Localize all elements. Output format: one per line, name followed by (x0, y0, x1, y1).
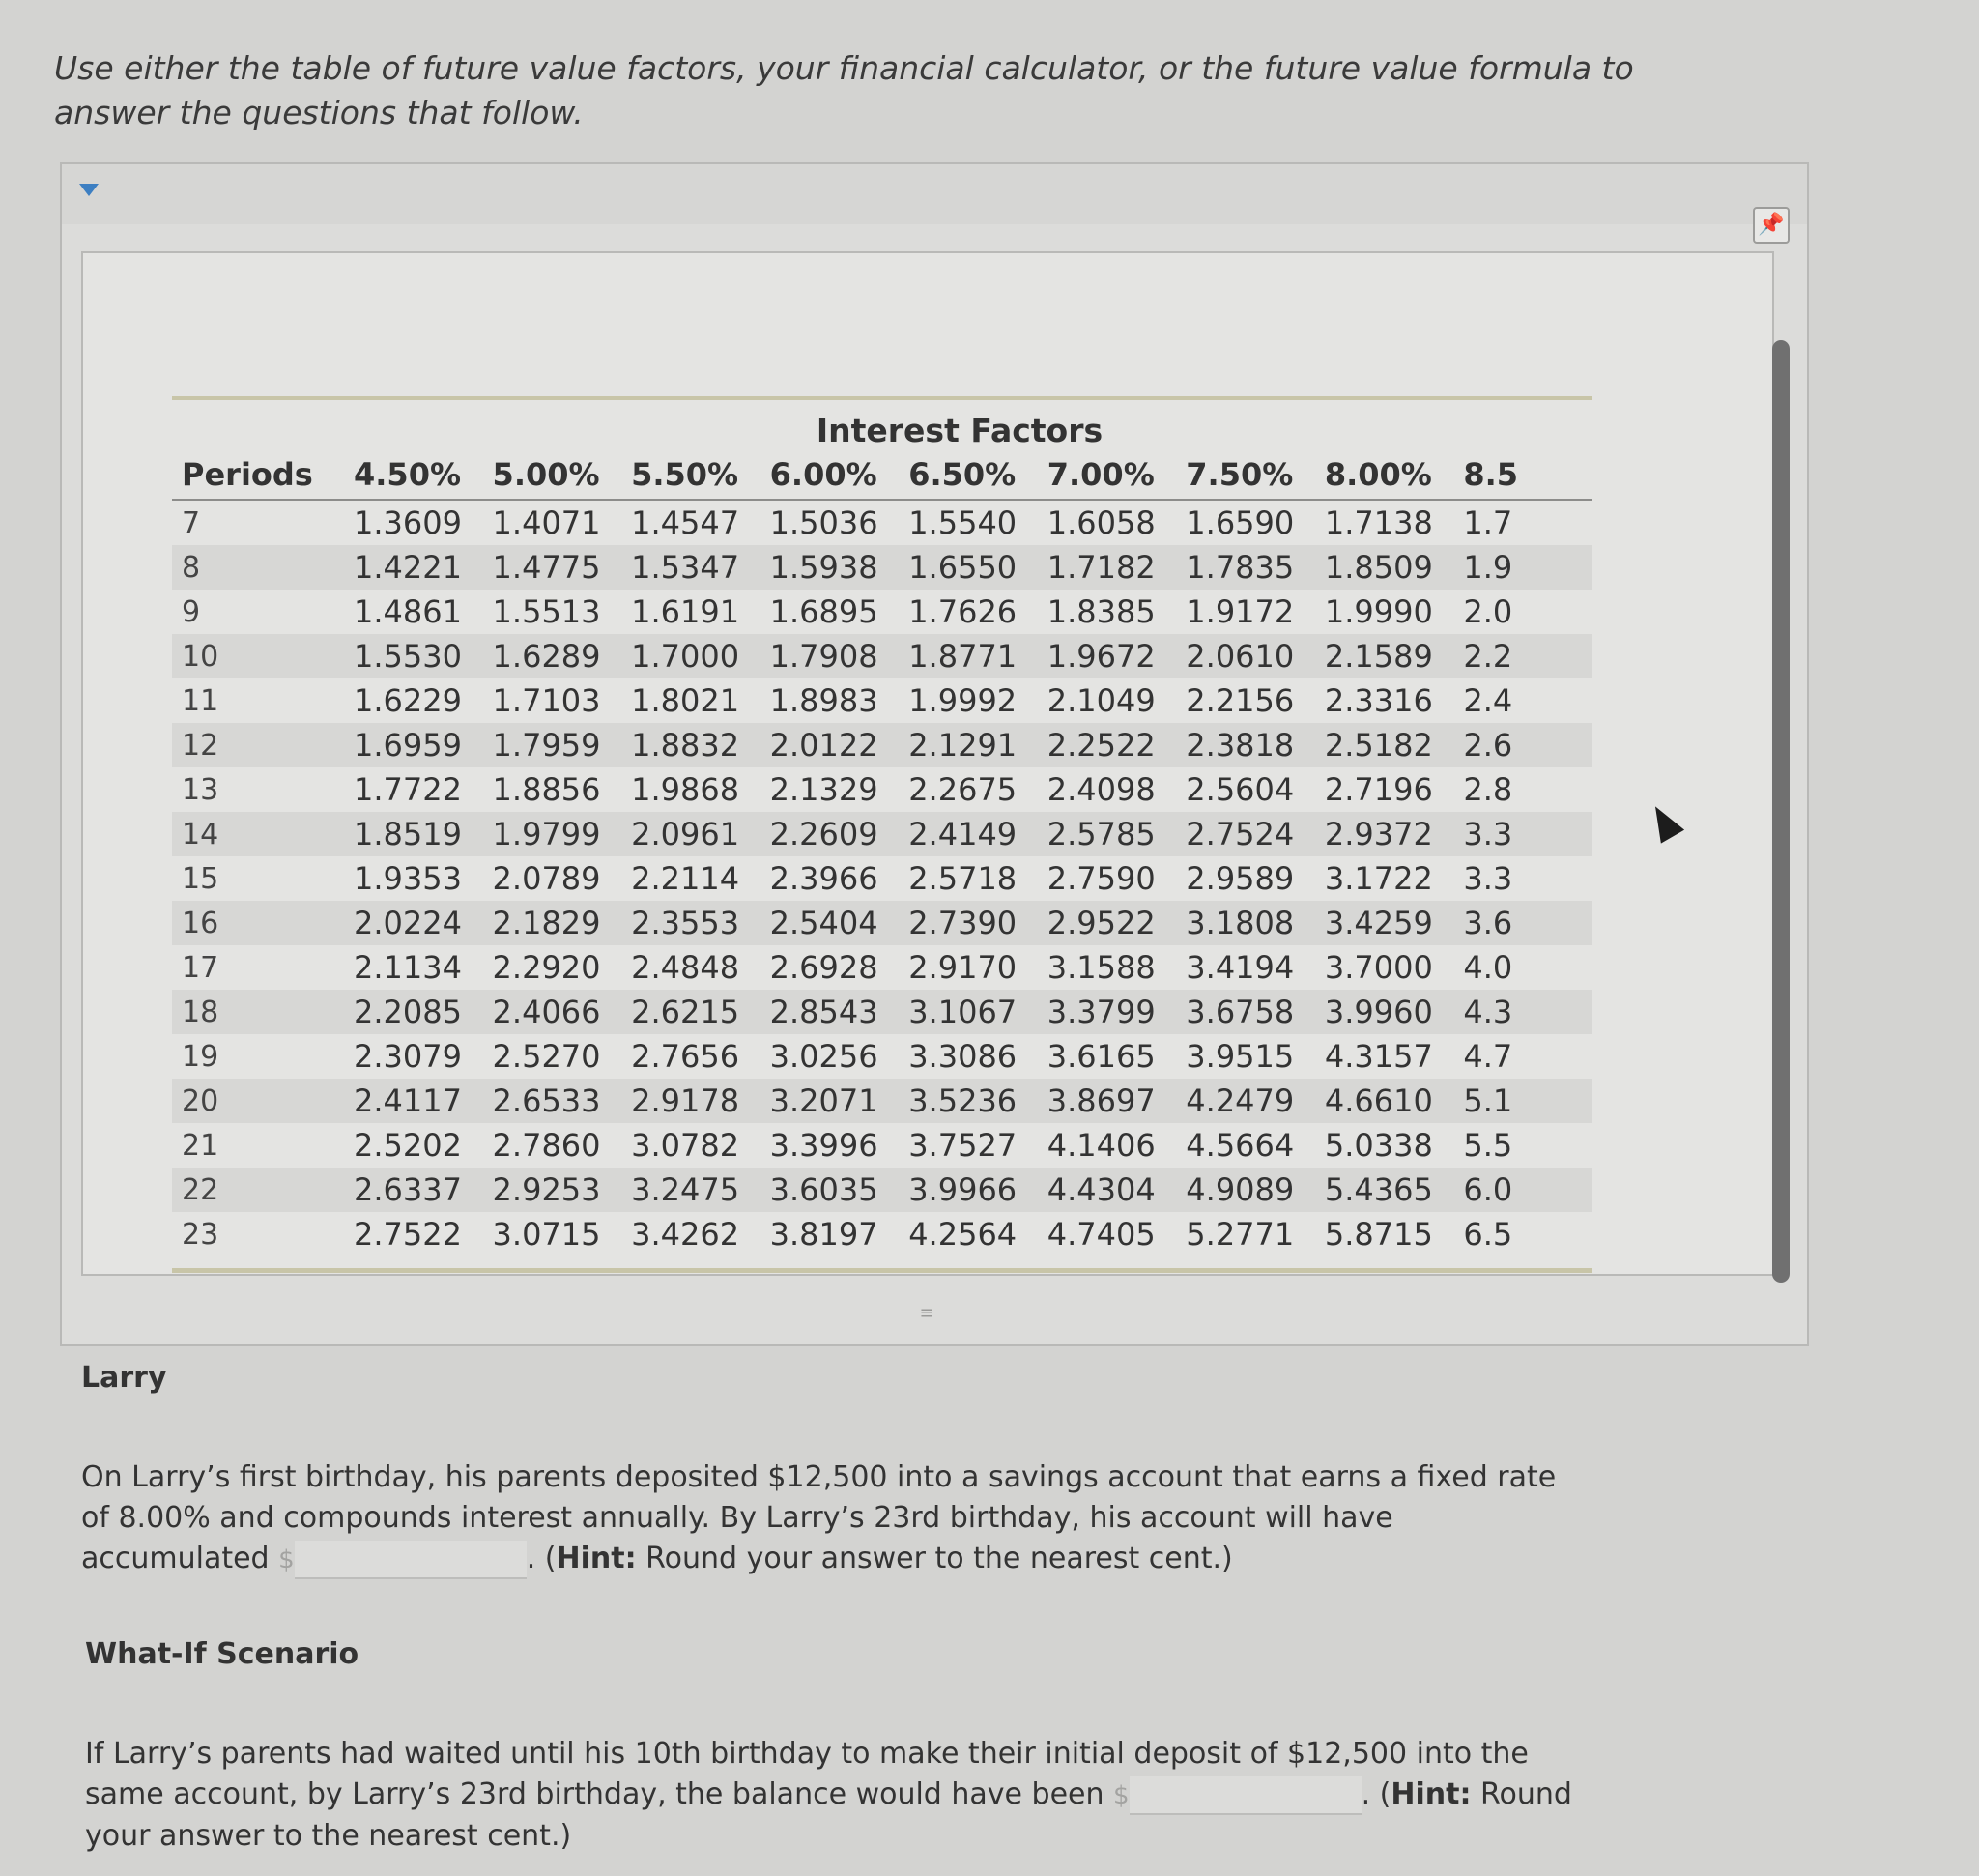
periods-column-header: Periods (172, 450, 344, 500)
factor-cell: 4.2479 (1186, 1082, 1295, 1119)
factor-cell: 1.8385 (1047, 593, 1156, 630)
triangle-down-icon[interactable] (79, 184, 99, 196)
factor-cell: 2.9589 (1186, 860, 1295, 897)
factor-cell: 1.7138 (1324, 505, 1433, 541)
factor-cell: 1.7626 (908, 593, 1018, 630)
rate-column-header: 8.5 (1453, 450, 1592, 500)
table-row (172, 1212, 1592, 1256)
factor-cell: 4.3 (1463, 994, 1513, 1030)
table-row (172, 1034, 1592, 1079)
factor-cell: 3.4194 (1186, 949, 1295, 986)
rate-column-header: 8.00% (1315, 450, 1454, 500)
factor-cell: 2.2609 (769, 816, 878, 852)
period-cell: 14 (182, 817, 219, 851)
factor-cell: 2.2 (1463, 638, 1513, 675)
factor-cell: 2.9178 (631, 1082, 740, 1119)
factor-cell: 3.1067 (908, 994, 1018, 1030)
factor-cell: 5.0338 (1324, 1127, 1433, 1164)
factor-cell: 2.7590 (1047, 860, 1156, 897)
factor-cell: 2.2920 (492, 949, 601, 986)
factor-cell: 3.3086 (908, 1038, 1018, 1075)
period-cell: 12 (182, 728, 219, 763)
factor-cell: 1.8856 (492, 771, 601, 808)
larry-question (81, 1458, 1569, 1580)
period-cell: 8 (182, 550, 201, 585)
pin-icon[interactable]: 📌 (1753, 207, 1790, 244)
factor-cell: 2.0224 (354, 905, 462, 941)
factor-cell: 1.4547 (631, 505, 740, 541)
period-cell: 11 (182, 683, 219, 718)
factor-cell: 3.2475 (631, 1171, 740, 1208)
factor-cell: 1.6191 (631, 593, 740, 630)
rate-column-header: 4.50% (344, 450, 483, 500)
whatif-question (85, 1734, 1573, 1857)
factor-cell: 1.5530 (354, 638, 462, 675)
table-row (172, 1123, 1592, 1168)
factor-cell: 1.5938 (769, 549, 878, 586)
factor-cell: 1.9172 (1186, 593, 1295, 630)
factor-cell: 1.7722 (354, 771, 462, 808)
factor-cell: 1.6229 (354, 682, 462, 719)
factor-cell: 2.1049 (1047, 682, 1156, 719)
factor-cell: 4.7 (1463, 1038, 1513, 1075)
factor-cell: 2.7860 (492, 1127, 601, 1164)
larry-heading: Larry (81, 1361, 167, 1395)
factor-cell: 4.7405 (1047, 1216, 1156, 1253)
factor-cell: 2.5718 (908, 860, 1018, 897)
factor-cell: 4.4304 (1047, 1171, 1156, 1208)
factor-cell: 2.7524 (1186, 816, 1295, 852)
factor-cell: 1.9 (1463, 549, 1513, 586)
factor-cell: 2.2156 (1186, 682, 1295, 719)
factor-cell: 2.2114 (631, 860, 740, 897)
period-cell: 10 (182, 639, 219, 674)
factor-cell: 2.1134 (354, 949, 462, 986)
table-row (172, 545, 1592, 590)
factor-cell: 2.2675 (908, 771, 1018, 808)
factor-cell: 1.8021 (631, 682, 740, 719)
factor-cell: 2.5604 (1186, 771, 1295, 808)
factor-cell: 2.4098 (1047, 771, 1156, 808)
factor-cell: 2.2085 (354, 994, 462, 1030)
factor-cell: 2.4 (1463, 682, 1513, 719)
factor-cell: 2.4117 (354, 1082, 462, 1119)
factor-cell: 3.7527 (908, 1127, 1018, 1164)
factor-cell: 4.1406 (1047, 1127, 1156, 1164)
factor-cell: 1.5513 (492, 593, 601, 630)
factor-cell: 1.9353 (354, 860, 462, 897)
factor-cell: 4.2564 (908, 1216, 1018, 1253)
period-cell: 23 (182, 1217, 219, 1252)
table-row (172, 945, 1592, 990)
factor-cell: 1.4221 (354, 549, 462, 586)
factor-cell: 3.8697 (1047, 1082, 1156, 1119)
factor-cell: 1.7000 (631, 638, 740, 675)
factor-cell: 3.0256 (769, 1038, 878, 1075)
period-cell: 22 (182, 1172, 219, 1207)
factor-cell: 1.3609 (354, 505, 462, 541)
period-cell: 21 (182, 1128, 219, 1163)
factor-cell: 5.8715 (1324, 1216, 1433, 1253)
resize-grip-icon[interactable]: ≡ (919, 1303, 934, 1323)
period-cell: 17 (182, 950, 219, 985)
factor-cell: 1.7182 (1047, 549, 1156, 586)
factor-cell: 1.8983 (769, 682, 878, 719)
factor-cell: 4.0 (1463, 949, 1513, 986)
factor-cell: 3.0782 (631, 1127, 740, 1164)
factor-cell: 2.4848 (631, 949, 740, 986)
factor-cell: 2.0961 (631, 816, 740, 852)
factor-cell: 2.1589 (1324, 638, 1433, 675)
factor-cell: 1.7908 (769, 638, 878, 675)
rate-column-header: 7.00% (1038, 450, 1177, 500)
factor-cell: 5.1 (1463, 1082, 1513, 1119)
factor-cell: 3.9966 (908, 1171, 1018, 1208)
whatif-period: . ( (1361, 1777, 1391, 1811)
factor-cell: 2.9253 (492, 1171, 601, 1208)
factor-cell: 3.3799 (1047, 994, 1156, 1030)
table-row (172, 767, 1592, 812)
factor-cell: 3.5236 (908, 1082, 1018, 1119)
factor-cell: 1.6895 (769, 593, 878, 630)
whatif-answer-input[interactable] (1130, 1776, 1362, 1815)
factor-cell: 5.5 (1463, 1127, 1513, 1164)
factor-cell: 2.2522 (1047, 727, 1156, 764)
factor-cell: 1.7103 (492, 682, 601, 719)
period-cell: 16 (182, 906, 219, 940)
period-cell: 15 (182, 861, 219, 896)
period-cell: 19 (182, 1039, 219, 1074)
panel-header-bar (62, 164, 1807, 224)
factor-cell: 3.6758 (1186, 994, 1295, 1030)
factor-cell: 3.4259 (1324, 905, 1433, 941)
factor-cell: 3.6165 (1047, 1038, 1156, 1075)
factor-cell: 2.7196 (1324, 771, 1433, 808)
factor-cell: 1.7959 (492, 727, 601, 764)
bottom-rule (172, 1268, 1592, 1273)
factor-cell: 1.6590 (1186, 505, 1295, 541)
factor-cell: 1.9672 (1047, 638, 1156, 675)
factor-cell: 1.8509 (1324, 549, 1433, 586)
table-row (172, 901, 1592, 945)
factor-cell: 3.2071 (769, 1082, 878, 1119)
rate-column-header: 5.00% (483, 450, 622, 500)
factor-cell: 2.9522 (1047, 905, 1156, 941)
factor-cell: 2.0610 (1186, 638, 1295, 675)
factor-cell: 2.1829 (492, 905, 601, 941)
factor-cell: 1.8771 (908, 638, 1018, 675)
factor-cell: 2.5270 (492, 1038, 601, 1075)
factor-cell: 1.5347 (631, 549, 740, 586)
interest-factors-table (172, 450, 1592, 1256)
factor-cell: 3.1588 (1047, 949, 1156, 986)
factor-cell: 3.8197 (769, 1216, 878, 1253)
table-row (172, 590, 1592, 634)
factor-cell: 1.9992 (908, 682, 1018, 719)
larry-currency-label: $ (278, 1545, 295, 1574)
factor-cell: 2.6337 (354, 1171, 462, 1208)
factor-cell: 4.9089 (1186, 1171, 1295, 1208)
factor-cell: 2.9372 (1324, 816, 1433, 852)
factor-cell: 2.6215 (631, 994, 740, 1030)
factor-cell: 1.9799 (492, 816, 601, 852)
factor-cell: 1.4861 (354, 593, 462, 630)
factor-cell: 2.3079 (354, 1038, 462, 1075)
rate-column-header: 7.50% (1176, 450, 1315, 500)
factor-cell: 3.1722 (1324, 860, 1433, 897)
factor-cell: 4.6610 (1324, 1082, 1433, 1119)
factor-cell: 2.7656 (631, 1038, 740, 1075)
period-cell: 9 (182, 594, 201, 629)
table-row (172, 990, 1592, 1034)
table-title: Interest Factors (816, 412, 1104, 449)
factor-cell: 2.5404 (769, 905, 878, 941)
factor-cell: 3.0715 (492, 1216, 601, 1253)
factor-cell: 3.6035 (769, 1171, 878, 1208)
factor-cell: 2.0 (1463, 593, 1513, 630)
factor-cell: 1.9868 (631, 771, 740, 808)
factor-cell: 2.3316 (1324, 682, 1433, 719)
factor-cell: 3.3 (1463, 860, 1513, 897)
factor-cell: 1.7835 (1186, 549, 1295, 586)
whatif-question-text: If Larry’s parents had waited until his 10th birthday to make their initial deposit of $12,500 into the same account, by Larry’s 23rd birthday, the balance would have been (85, 1737, 1529, 1811)
factor-cell: 2.6 (1463, 727, 1513, 764)
factor-cell: 3.3996 (769, 1127, 878, 1164)
table-row (172, 856, 1592, 901)
factor-cell: 5.2771 (1186, 1216, 1295, 1253)
factor-cell: 4.3157 (1324, 1038, 1433, 1075)
factor-cell: 2.5202 (354, 1127, 462, 1164)
factor-cell: 1.5036 (769, 505, 878, 541)
larry-hint-label: Hint: (556, 1542, 637, 1575)
whatif-currency-label: $ (1113, 1781, 1130, 1810)
factor-cell: 1.6959 (354, 727, 462, 764)
factor-cell: 1.6550 (908, 549, 1018, 586)
instructions-text: Use either the table of future value factors, your financial calculator, or the future value formula to answer the questions that follow. (54, 49, 1634, 131)
table-header-row (172, 450, 1592, 500)
factor-cell: 3.4262 (631, 1216, 740, 1253)
larry-period: . ( (526, 1542, 557, 1575)
factor-cell: 1.9990 (1324, 593, 1433, 630)
whatif-hint-text: Round your answer to the nearest cent.) (85, 1777, 1572, 1853)
rate-column-header: 5.50% (621, 450, 760, 500)
factor-cell: 2.8 (1463, 771, 1513, 808)
table-row (172, 812, 1592, 856)
vertical-scrollbar[interactable] (1772, 340, 1790, 1283)
factor-table-panel (60, 162, 1809, 1346)
table-row (172, 500, 1592, 545)
factor-cell: 2.1329 (769, 771, 878, 808)
factor-cell: 2.6928 (769, 949, 878, 986)
factor-cell: 2.3818 (1186, 727, 1295, 764)
factor-cell: 4.5664 (1186, 1127, 1295, 1164)
larry-answer-input[interactable] (295, 1541, 527, 1579)
factor-cell: 2.8543 (769, 994, 878, 1030)
factor-cell: 2.4066 (492, 994, 601, 1030)
table-viewport (81, 251, 1774, 1276)
factor-cell: 5.4365 (1324, 1171, 1433, 1208)
table-row (172, 1168, 1592, 1212)
rate-column-header: 6.50% (899, 450, 1038, 500)
factor-cell: 1.6058 (1047, 505, 1156, 541)
table-row (172, 634, 1592, 678)
factor-cell: 3.6 (1463, 905, 1513, 941)
factor-cell: 3.7000 (1324, 949, 1433, 986)
factor-cell: 2.4149 (908, 816, 1018, 852)
factor-cell: 6.0 (1463, 1171, 1513, 1208)
factor-cell: 2.7390 (908, 905, 1018, 941)
whatif-heading: What-If Scenario (85, 1637, 359, 1671)
period-cell: 18 (182, 995, 219, 1029)
factor-cell: 3.1808 (1186, 905, 1295, 941)
period-cell: 20 (182, 1083, 219, 1118)
factor-cell: 2.3966 (769, 860, 878, 897)
factor-cell: 2.3553 (631, 905, 740, 941)
factor-cell: 1.7 (1463, 505, 1513, 541)
factor-cell: 3.3 (1463, 816, 1513, 852)
factor-cell: 3.9960 (1324, 994, 1433, 1030)
factor-cell: 1.8832 (631, 727, 740, 764)
factor-cell: 2.5785 (1047, 816, 1156, 852)
larry-question-text: On Larry’s first birthday, his parents deposited $12,500 into a savings account that earns a fixed rate of 8.00% and compounds interest annually. By Larry’s 23rd birthday, his account will have accumulated (81, 1460, 1557, 1575)
factor-cell: 2.7522 (354, 1216, 462, 1253)
table-row (172, 723, 1592, 767)
factor-cell: 1.6289 (492, 638, 601, 675)
period-cell: 13 (182, 772, 219, 807)
factor-cell: 3.9515 (1186, 1038, 1295, 1075)
table-body (172, 500, 1592, 1256)
factor-cell: 2.5182 (1324, 727, 1433, 764)
factor-cell: 2.0122 (769, 727, 878, 764)
table-row (172, 678, 1592, 723)
table-row (172, 1079, 1592, 1123)
factor-cell: 1.4071 (492, 505, 601, 541)
factor-cell: 1.4775 (492, 549, 601, 586)
whatif-hint-label: Hint: (1391, 1777, 1472, 1811)
larry-hint-text: Round your answer to the nearest cent.) (636, 1542, 1233, 1575)
factor-cell: 2.9170 (908, 949, 1018, 986)
interest-factors-table-wrapper (172, 396, 1592, 1273)
factor-cell: 1.5540 (908, 505, 1018, 541)
factor-cell: 2.1291 (908, 727, 1018, 764)
factor-cell: 6.5 (1463, 1216, 1513, 1253)
factor-cell: 2.6533 (492, 1082, 601, 1119)
period-cell: 7 (182, 505, 201, 540)
factor-cell: 2.0789 (492, 860, 601, 897)
factor-cell: 1.8519 (354, 816, 462, 852)
rate-column-header: 6.00% (760, 450, 900, 500)
